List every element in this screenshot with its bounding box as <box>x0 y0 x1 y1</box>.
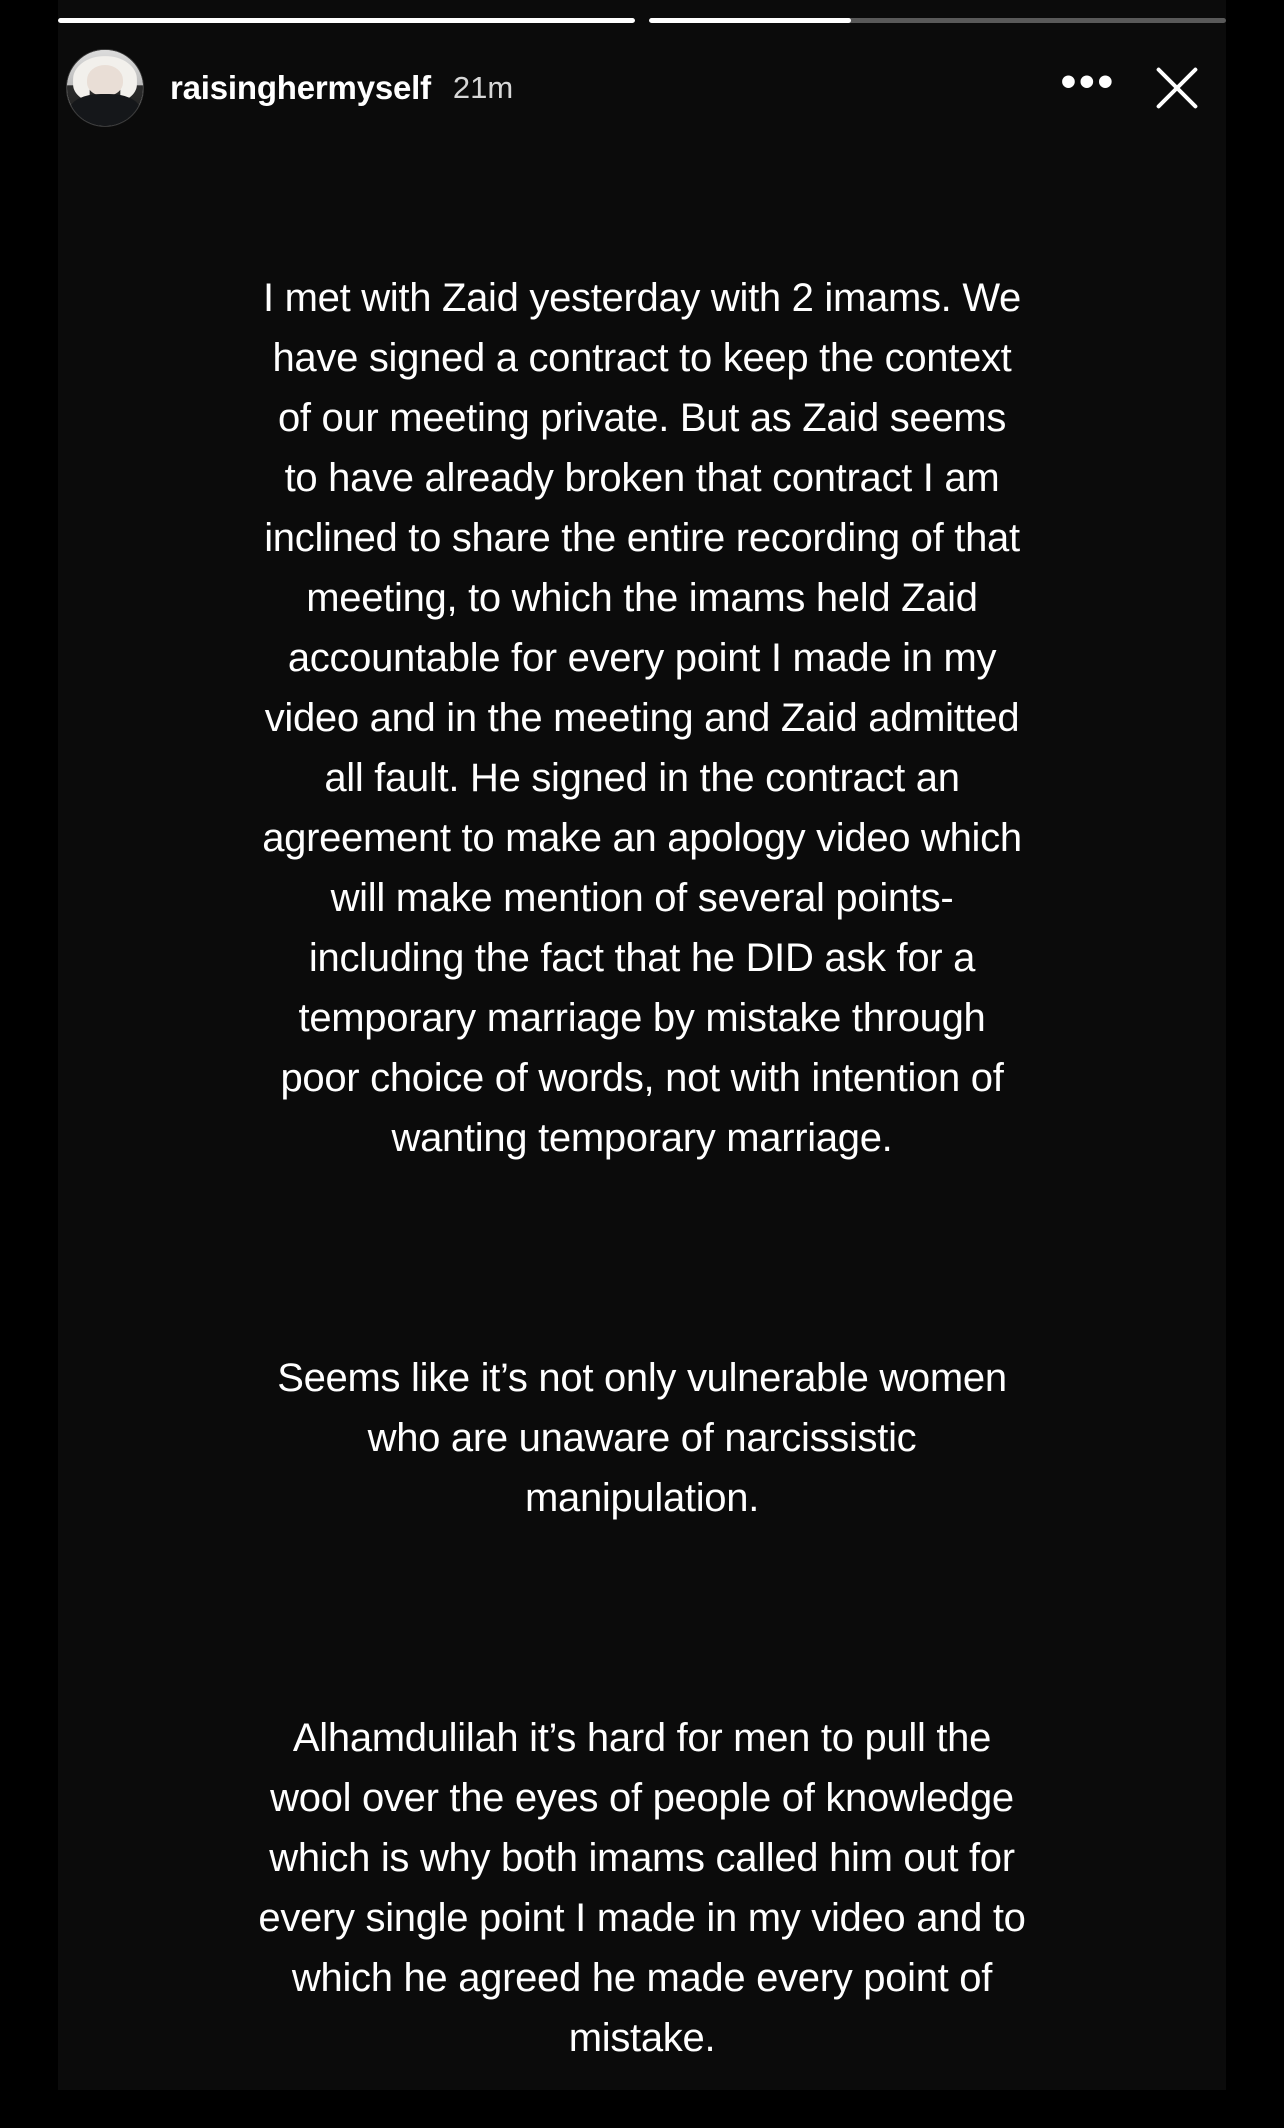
left-letterbox <box>0 0 58 2128</box>
avatar-face-shape <box>87 65 123 95</box>
bottom-letterbox <box>58 2090 1226 2128</box>
story-card[interactable] <box>58 0 1226 2090</box>
close-icon[interactable] <box>1150 61 1204 115</box>
avatar[interactable] <box>66 49 144 127</box>
avatar-image <box>67 50 143 126</box>
story-paragraph: I met with Zaid yesterday with 2 imams. We have signed a contract to keep the context of our meeting private. But as Zaid seems to have already broken that contract I am inclined to share the entire recording of that meeting, to which the imams held Zaid accountable for every point I made in my video and in the meeting and Zaid admitted all fault. He signed in the contract an agreement to make an apology video which will make mention of several points- including the fact that he DID ask for a temporary marriage by mistake through poor choice of words, not with intention of wanting temporary marriage. <box>262 276 1033 1160</box>
avatar-body-shape <box>70 94 140 126</box>
right-letterbox <box>1226 0 1284 2128</box>
story-paragraph: Alhamdulilah it’s hard for men to pull the wool over the eyes of people of knowledge which is why both imams called him out for every single point I made in my video and to which he agreed he made every point of mistake. <box>258 1716 1037 2060</box>
username-label[interactable]: raisinghermyself <box>170 69 431 106</box>
story-progress-bar <box>58 18 1226 24</box>
story-header <box>58 40 1226 136</box>
story-text-block <box>58 148 1226 2090</box>
progress-segment-1[interactable] <box>58 18 635 23</box>
more-options-icon[interactable]: ••• <box>1060 57 1116 106</box>
progress-segment-1-fill <box>58 18 635 23</box>
timestamp-label: 21m <box>452 70 514 105</box>
story-paragraph: Seems like it’s not only vulnerable women who are unaware of narcissistic manipulation. <box>277 1356 1018 1520</box>
progress-segment-2[interactable] <box>649 18 1226 23</box>
progress-segment-2-fill <box>649 18 851 23</box>
